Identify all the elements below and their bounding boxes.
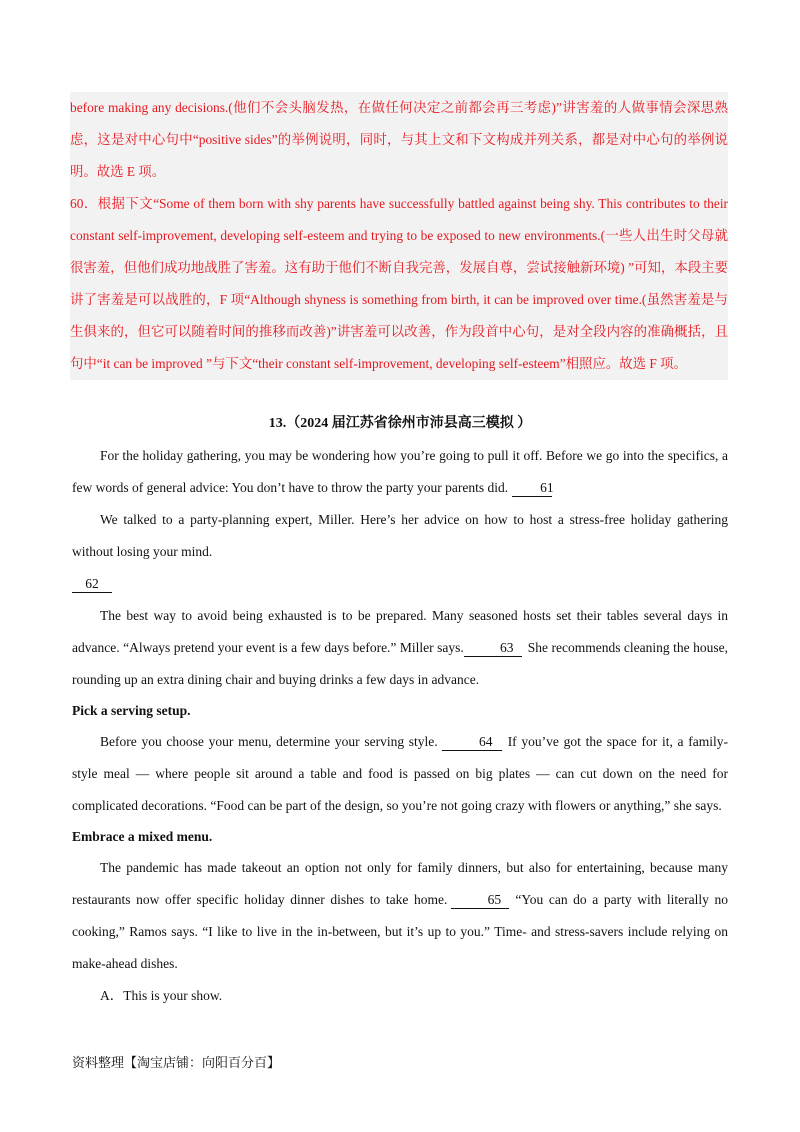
- paragraph-3: [72, 600, 728, 696]
- paragraph-4a-text: Before you choose your menu, determine your serving style.: [100, 734, 438, 749]
- paragraph-5a-text: The pandemic has made takeout an option not only for family dinners, but also for entertaining, because many restaurants now offer specific holiday dinner dishes to take home.: [72, 860, 728, 907]
- explanation-60-text: 60．根据下文“Some of them born with shy parents have successfully battled against being shy. This contributes to their constant self-improvement, developing self-esteem and trying to be exposed to new environments.(一些人出生时父母就很害羞，但他们成功地战胜了害羞。这有助于他们不断自我完善，发展自尊，尝试接触新环境) ”可知，本段主要讲了害羞是可以战胜的，F 项“Although shyness is something from birth, it can be improved over time.(虽然害羞是与生俱来的，但它可以随着时间的推移而改善)”讲害羞可以改善，作为段首中心句，是对全段内容的准确概括，且句中“it can be improved ”与下文“their constant self-improvement, developing self-esteem”相照应。故选 F 项。: [70, 196, 728, 371]
- explanation-59-text: before making any decisions.(他们不会头脑发热，在做任何决定之前都会再三考虑)”讲害羞的人做事情会深思熟虑，这是对中心句中“positive sides”的举例说明，同时，与其上文和下文构成并列关系，都是对中心句的举例说明。故选 E 项。: [70, 100, 728, 179]
- blank-64: 64: [442, 733, 502, 751]
- paragraph-3a-text: The best way to avoid being exhausted is to be prepared. Many seasoned hosts set their tables several days in advance. “Always pretend your event is a few days before.” Miller says.: [72, 608, 728, 655]
- answer-explanation-box: [70, 92, 728, 380]
- paragraph-1: [72, 440, 728, 504]
- footer-source: 资料整理【淘宝店铺：向阳百分百】: [72, 1056, 281, 1071]
- paragraph-4b-text: If you’ve got the space for it, a family-style meal — where people sit around a table and food is passed on big plates — can cut down on the need for complicated decorations. “Food can be part of the design, so you’re not going crazy with flowers or anything,” she says.: [72, 734, 728, 813]
- subheading-serving-setup: Pick a serving setup.: [72, 703, 191, 718]
- question-title: 13.（2024 届江苏省徐州市沛县高三模拟 ）: [268, 416, 532, 431]
- paragraph-4: [72, 726, 728, 822]
- subheading-mixed-menu: Embrace a mixed menu.: [72, 829, 213, 844]
- blank-63: 63: [464, 639, 522, 657]
- paragraph-5: [72, 852, 728, 980]
- paragraph-3b-text: She recommends cleaning the house, rounding up an extra dining chair and buying drinks a few days in advance.: [72, 640, 728, 687]
- paragraph-1-text: For the holiday gathering, you may be wondering how you’re going to pull it off. Before we go into the specifics, a few words of general advice: You don’t have to throw the party your parents did.: [72, 448, 728, 495]
- blank-65: 65: [451, 891, 509, 909]
- paragraph-5b-text: “You can do a party with literally no cooking,” Ramos says. “I like to live in the in-between, but it’s up to you.” Time- and stress-savers include relying on make-ahead dishes.: [72, 892, 728, 971]
- paragraph-2: We talked to a party-planning expert, Miller. Here’s her advice on how to host a stress-free holiday gathering without losing your mind.: [72, 512, 728, 559]
- option-a: A．This is your show.: [100, 988, 223, 1003]
- blank-61: 61: [512, 479, 552, 497]
- passage-body: [72, 440, 728, 1012]
- blank-62: 62: [72, 575, 112, 593]
- blank-62-line: [72, 568, 728, 600]
